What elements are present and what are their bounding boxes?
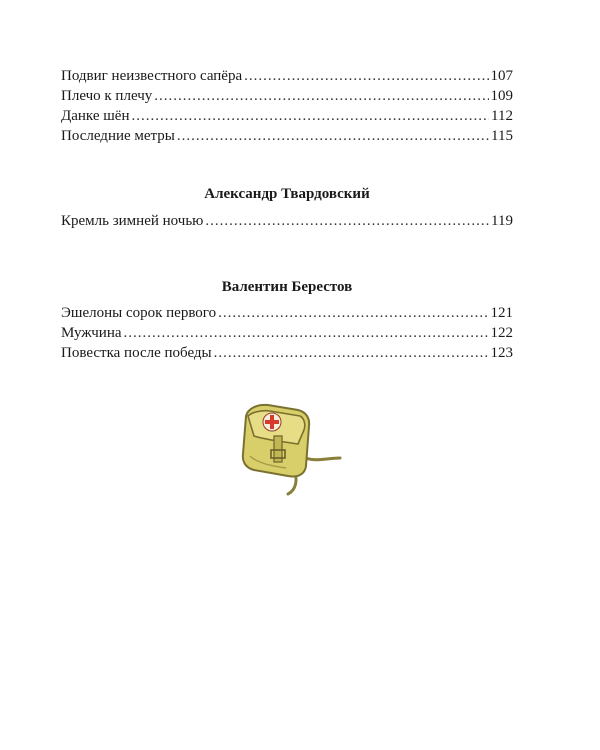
toc-entry [61, 106, 513, 126]
toc-leader-dots [205, 211, 489, 231]
toc-section-2 [61, 211, 513, 231]
toc-leader-dots [214, 343, 489, 363]
toc-entry-page: 115 [491, 128, 513, 144]
toc-leader-dots [131, 106, 489, 126]
toc-entry [61, 211, 513, 231]
toc-entry-page: 119 [491, 213, 513, 229]
toc-entry [61, 86, 513, 106]
author-heading: Валентин Берестов [221, 279, 353, 295]
toc-entry-title: Плечо к плечу [61, 88, 153, 104]
toc-entry-title: Последние метры [61, 128, 175, 144]
toc-entry-title: Эшелоны сорок первого [61, 305, 217, 321]
toc-entry-title: Данке шён [61, 108, 130, 124]
toc-section-1 [61, 66, 513, 146]
toc-entry [61, 303, 513, 323]
toc-entry [61, 343, 513, 363]
toc-section-3 [61, 303, 513, 363]
author-heading: Александр Твардовский [204, 186, 370, 202]
toc-leader-dots [124, 323, 489, 343]
toc-entry-page: 107 [490, 68, 513, 84]
toc-leader-dots [154, 86, 488, 106]
toc-entry-title: Кремль зимней ночью [61, 213, 204, 229]
toc-entry-page: 112 [491, 108, 513, 124]
toc-entry-page: 122 [490, 325, 513, 341]
toc-entry-page: 121 [490, 305, 513, 321]
toc-entry-title: Повестка после победы [61, 345, 212, 361]
toc-leader-dots [218, 303, 488, 323]
toc-entry-page: 109 [490, 88, 513, 104]
toc-entry [61, 66, 513, 86]
toc-leader-dots [177, 126, 489, 146]
toc-leader-dots [244, 66, 488, 86]
toc-entry-title: Мужчина [61, 325, 122, 341]
medical-bag-icon [236, 396, 346, 496]
toc-entry [61, 126, 513, 146]
toc-entry-page: 123 [490, 345, 513, 361]
toc-entry [61, 323, 513, 343]
toc-entry-title: Подвиг неизвестного сапёра [61, 68, 243, 84]
